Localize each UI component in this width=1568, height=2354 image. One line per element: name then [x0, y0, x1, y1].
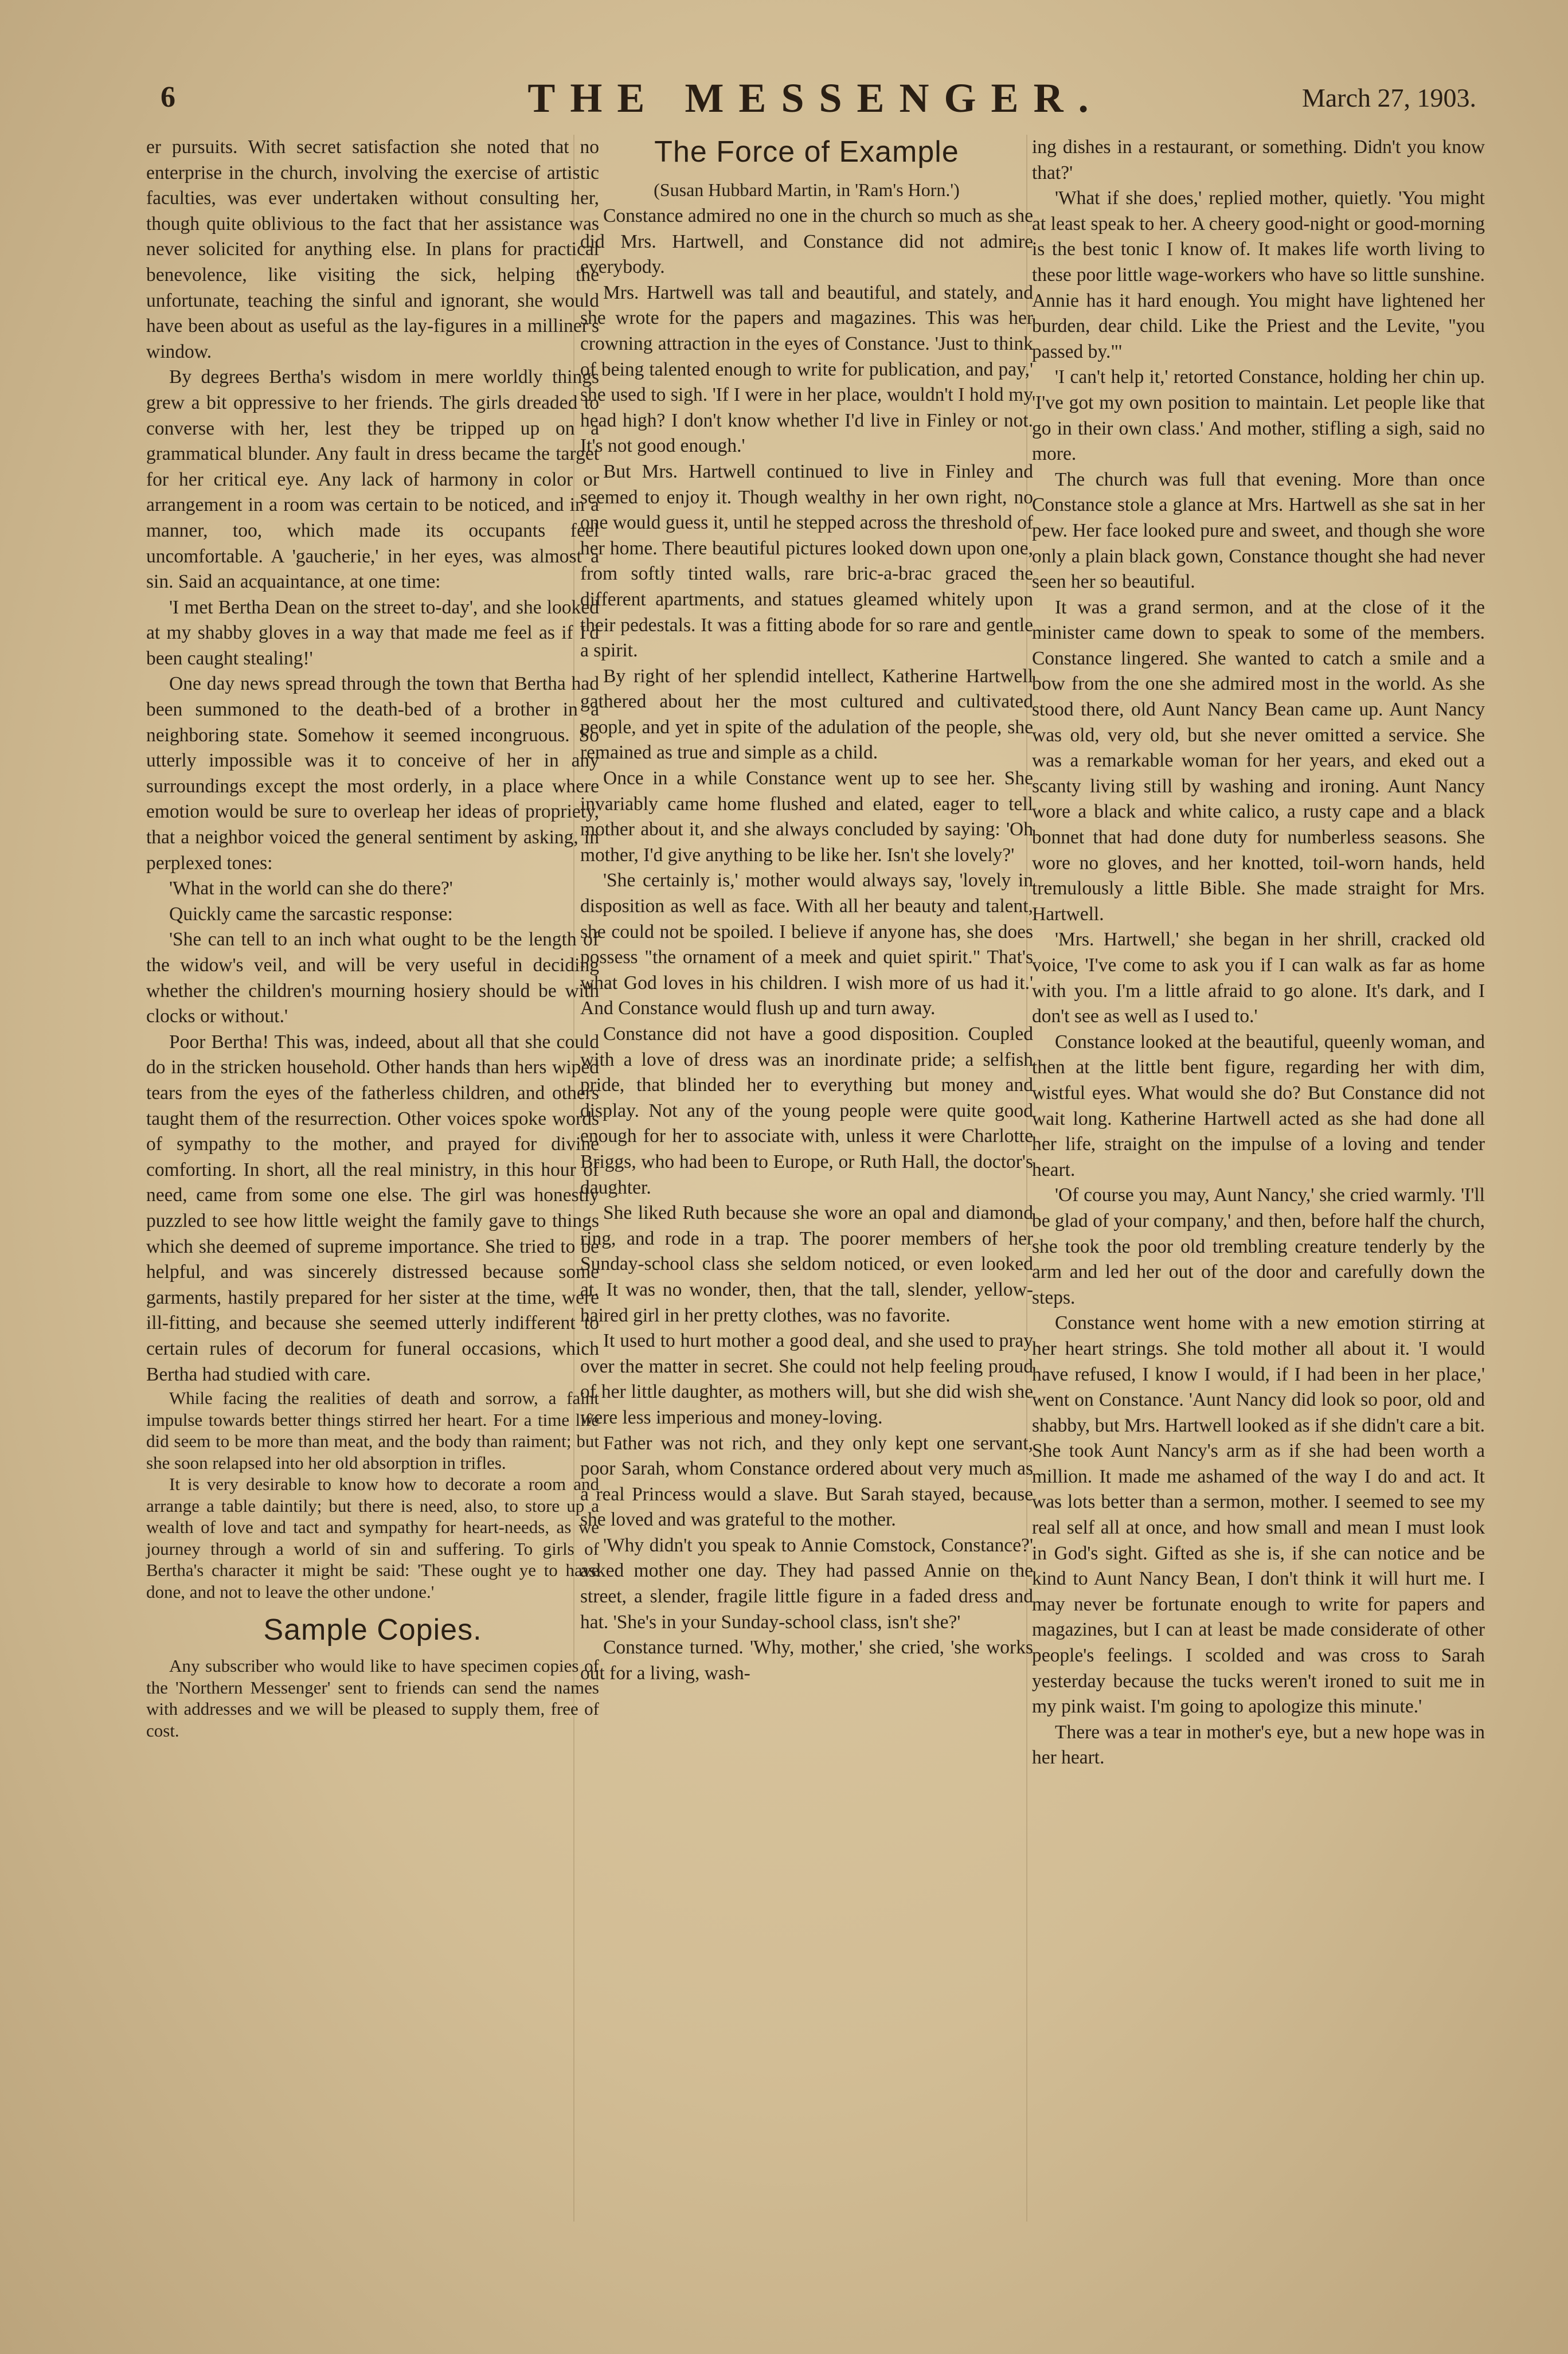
- paragraph: 'Why didn't you speak to Annie Comstock, Constance?' asked mother one day. They had passed Annie on the street, a slender, fragile little figure in a faded dress and hat. 'She's in your Sunday-school class, isn't she?': [580, 1534, 1033, 1633]
- paragraph: 'What if she does,' replied mother, quietly. 'You might at least speak to her. A cheery good-night or good-morning is the best tonic I know of. It makes life worth living to these poor little wage-workers who have so little sunshine. Annie has it hard enough. You might have lightened her burden, dear child. Like the Priest and the Levite, "you passed by."': [1032, 187, 1485, 362]
- paragraph: It is very desirable to know how to decorate a room and arrange a table daintily; but there is need, also, to store up a wealth of love and tact and sympathy for heart-needs, as we journey through a world of sin and suffering. To girls of Bertha's character it might be said: 'These ought ye to have done, and not to leave the other undone.': [146, 1474, 599, 1602]
- paragraph: 'She certainly is,' mother would always say, 'lovely in disposition as well as face. With all her beauty and talent, she could not be spoiled. I believe if anyone has, she does possess "the ornament of a meek and quiet spirit." That's what God loves in his children. I wish more of us had it.' And Constance would flush up and turn away.: [580, 870, 1033, 1019]
- column-2: [580, 135, 1033, 1686]
- paragraph: 'What in the world can she do there?': [169, 878, 453, 900]
- paragraph: er pursuits. With secret satisfaction she noted that no enterprise in the church, involving the exercise of artistic faculties, was ever undertaken without consulting her, though quite oblivious to the fact that her assistance was never solicited for anything else. In plans for practical benevolence, like visiting the sick, helping the unfortunate, teaching the sinful and ignorant, she would have been about as useful as the lay-figures in a milliner's window.: [146, 136, 599, 362]
- paragraph: The church was full that evening. More than once Constance stole a glance at Mrs. Hartwell as she sat in her pew. Her face looked pure and sweet, and though she wore only a plain black gown, Constance thought she had never seen her so beautiful.: [1032, 468, 1485, 593]
- issue-date: March 27, 1903.: [1301, 83, 1476, 112]
- sample-copies-heading: Sample Copies.: [263, 1613, 482, 1647]
- small-print-section: [146, 1387, 599, 1602]
- paragraph: Constance went home with a new emotion stirring at her heart strings. She told mother all about it. 'I would have refused, I know I would, if I had been in her place,' went on Constance. 'Aunt Nancy did look so poor, old and shabby, but Mrs. Hartwell looked as if she didn't care a bit. She took Aunt Nancy's arm as if she had been worth a million. It made me ashamed of the way I do and act. It was lots better than a sermon, mother. I seemed to see my real self all at once, and how small and mean I must look in God's sight. Gifted as she is, if she can notice and be kind to Aunt Nancy Bean, I don't think it will hurt me. I may never be fortunate enough to write for papers and magazines, but I can at least be made considerate of other people's feelings. I scolded and was cross to Sarah yesterday because the tucks weren't ironed to suit me in my pink waist. I'm going to apologize this minute.': [1032, 1312, 1485, 1718]
- paragraph: Constance turned. 'Why, mother,' she cried, 'she works out for a living, wash-: [580, 1637, 1033, 1684]
- paragraph: By right of her splendid intellect, Katherine Hartwell gathered about her the most cultured and cultivated people, and yet in spite of the adulation of the people, she remained as true and simple as a child.: [580, 665, 1033, 764]
- paragraph: Father was not rich, and they only kept one servant, poor Sarah, whom Constance ordered about very much as a real Princess would a slave. But Sarah stayed, because she loved and was grateful to the mother.: [580, 1432, 1033, 1531]
- paragraph: 'I can't help it,' retorted Constance, holding her chin up. 'I've got my own position to maintain. Let people like that go in their own class.' And mother, stifling a sigh, said no more.: [1032, 366, 1485, 465]
- paragraph: Any subscriber who would like to have specimen copies of the 'Northern Messenger' sent to friends can send the names with addresses and we will be pleased to supply them, free of cost.: [146, 1656, 599, 1741]
- paragraph: While facing the realities of death and sorrow, a faint impulse towards better things stirred her heart. For a time life did seem to be more than meat, and the body than raiment; but she soon relapsed into her old absorption in trifles.: [146, 1388, 599, 1473]
- column-3: [1032, 135, 1485, 1771]
- paragraph: Constance did not have a good disposition. Coupled with a love of dress was an inordinate pride; a selfish pride, that blinded her to everything but money and display. Not any of the young people were quite good enough for her to associate with, unless it were Charlotte Briggs, who had been to Europe, or Ruth Hall, the doctor's daughter.: [580, 1023, 1033, 1198]
- article-title: The Force of Example: [654, 135, 959, 169]
- paragraph: But Mrs. Hartwell continued to live in Finley and seemed to enjoy it. Though wealthy in her own right, no one would guess it, until he stepped across the threshold of her home. There beautiful pictures looked down upon one, from softly tinted walls, rare bric-a-brac graced the different apartments, and statues gleamed whitely upon their pedestals. It was a fitting abode for so rare and gentle a spirit.: [580, 460, 1033, 662]
- paragraph: By degrees Bertha's wisdom in mere worldly things grew a bit oppressive to her friends. The girls dreaded to converse with her, lest they be tripped up on a grammatical blunder. Any fault in dress became the target for her critical eye. Any lack of harmony in color or arrangement in a room was certain to be noticed, and in a manner, too, which made its occupants feel uncomfortable. A 'gaucherie,' in her eyes, was almost a sin. Said an acquaintance, at one time:: [146, 366, 599, 593]
- paragraph: 'I met Bertha Dean on the street to-day', and she looked at my shabby gloves in a way that made me feel as if I'd been caught stealing!': [146, 596, 599, 669]
- article-byline: (Susan Hubbard Martin, in 'Ram's Horn.'): [654, 179, 960, 200]
- page-header: [155, 75, 1476, 126]
- sample-copies-notice: [146, 1655, 599, 1741]
- paragraph: It was a grand sermon, and at the close of it the minister came down to speak to some of the members. Constance lingered. She wanted to catch a smile and a bow from the one she admired most in the world. As she stood there, old Aunt Nancy Bean came up. Aunt Nancy was old, very old, but she never omitted a service. She was a remarkable woman for her years, and eked out a scanty living still by washing and ironing. Aunt Nancy wore a black and white calico, a rusty cape and a black bonnet that had done duty for numberless seasons. She wore no gloves, and her knotted, toil-worn hands, held tremulously a little Bible. She made straight for Mrs. Hartwell.: [1032, 596, 1485, 925]
- paragraph: One day news spread through the town that Bertha had been summoned to the death-bed of a brother in a neighboring state. Somehow it seemed incongruous. So utterly impossible was it to conceive of her in any surroundings except the most orderly, in a place where emotion would be sure to overleap her ideas of propriety, that a neighbor voiced the general sentiment by asking, in perplexed tones:: [146, 673, 599, 874]
- column-1: [146, 135, 599, 1741]
- paragraph: ing dishes in a restaurant, or something. Didn't you know that?': [1032, 136, 1485, 183]
- paragraph: Constance looked at the beautiful, queenly woman, and then at the little bent figure, regarding her with dim, wistful eyes. What would she do? But Constance did not wait long. Katherine Hartwell acted as she had done all her life, straight on the impulse of a loving and tender heart.: [1032, 1031, 1485, 1180]
- paragraph: Once in a while Constance went up to see her. She invariably came home flushed and elated, eager to tell mother about it, and she always concluded by saying: 'Oh mother, I'd give anything to be like her. Isn't she lovely?': [580, 768, 1033, 866]
- masthead-title: THE MESSENGER.: [527, 75, 1104, 121]
- paragraph: 'Mrs. Hartwell,' she began in her shrill, cracked old voice, 'I've come to ask you if I can walk as far as home with you. I'm a little afraid to go alone. It's dark, and I don't see as well as I used to.': [1032, 929, 1485, 1027]
- paragraph: Poor Bertha! This was, indeed, about all that she could do in the stricken household. Other hands than hers wiped tears from the eyes of the fatherless children, and others taught them of the resurrection. Other voices spoke words of sympathy to the mother, and prayed for divine comforting. In short, all the real ministry, in this hour of need, came from some one else. The girl was honestly puzzled to see how little weight the family gave to things which she deemed of supreme importance. She tried to be helpful, and was sincerely distressed because some garments, hastily prepared for her sister at the time, were ill-fitting, and because she seemed utterly indifferent to certain rules of decorum for funeral occasions, which Bertha had studied with care.: [146, 1031, 599, 1385]
- paragraph: Constance admired no one in the church so much as she did Mrs. Hartwell, and Constance did not admire everybody.: [580, 205, 1033, 278]
- paragraph: 'Of course you may, Aunt Nancy,' she cried warmly. 'I'll be glad of your company,' and then, before half the church, she took the poor old trembling creature tenderly by the arm and led her out of the door and carefully down the steps.: [1032, 1184, 1485, 1308]
- paragraph: Quickly came the sarcastic response:: [169, 903, 453, 925]
- paragraph: She liked Ruth because she wore an opal and diamond ring, and rode in a trap. The poorer members of her Sunday-school class she seldom noticed, or even looked at. It was no wonder, then, that the tall, slender, yellow-haired girl in her pretty clothes, was no favorite.: [580, 1202, 1033, 1326]
- paragraph: It used to hurt mother a good deal, and she used to pray over the matter in secret. She could not help feeling proud of her little daughter, as mothers will, but she did wish she were less imperious and money-loving.: [580, 1330, 1033, 1428]
- paragraph: 'She can tell to an inch what ought to be the length of the widow's veil, and will be very useful in deciding whether the children's mourning hosiery should be with clocks or without.': [146, 929, 599, 1027]
- paragraph: Mrs. Hartwell was tall and beautiful, and stately, and she wrote for the papers and magazines. This was her crowning attraction in the eyes of Constance. 'Just to think of being talented enough to write for publication, and pay,' she used to sigh. 'If I were in her place, wouldn't I hold my head high? I don't know whether I'd live in Finley or not. It's not good enough.': [580, 281, 1033, 457]
- paragraph: There was a tear in mother's eye, but a new hope was in her heart.: [1032, 1721, 1485, 1769]
- page-number: 6: [161, 81, 175, 114]
